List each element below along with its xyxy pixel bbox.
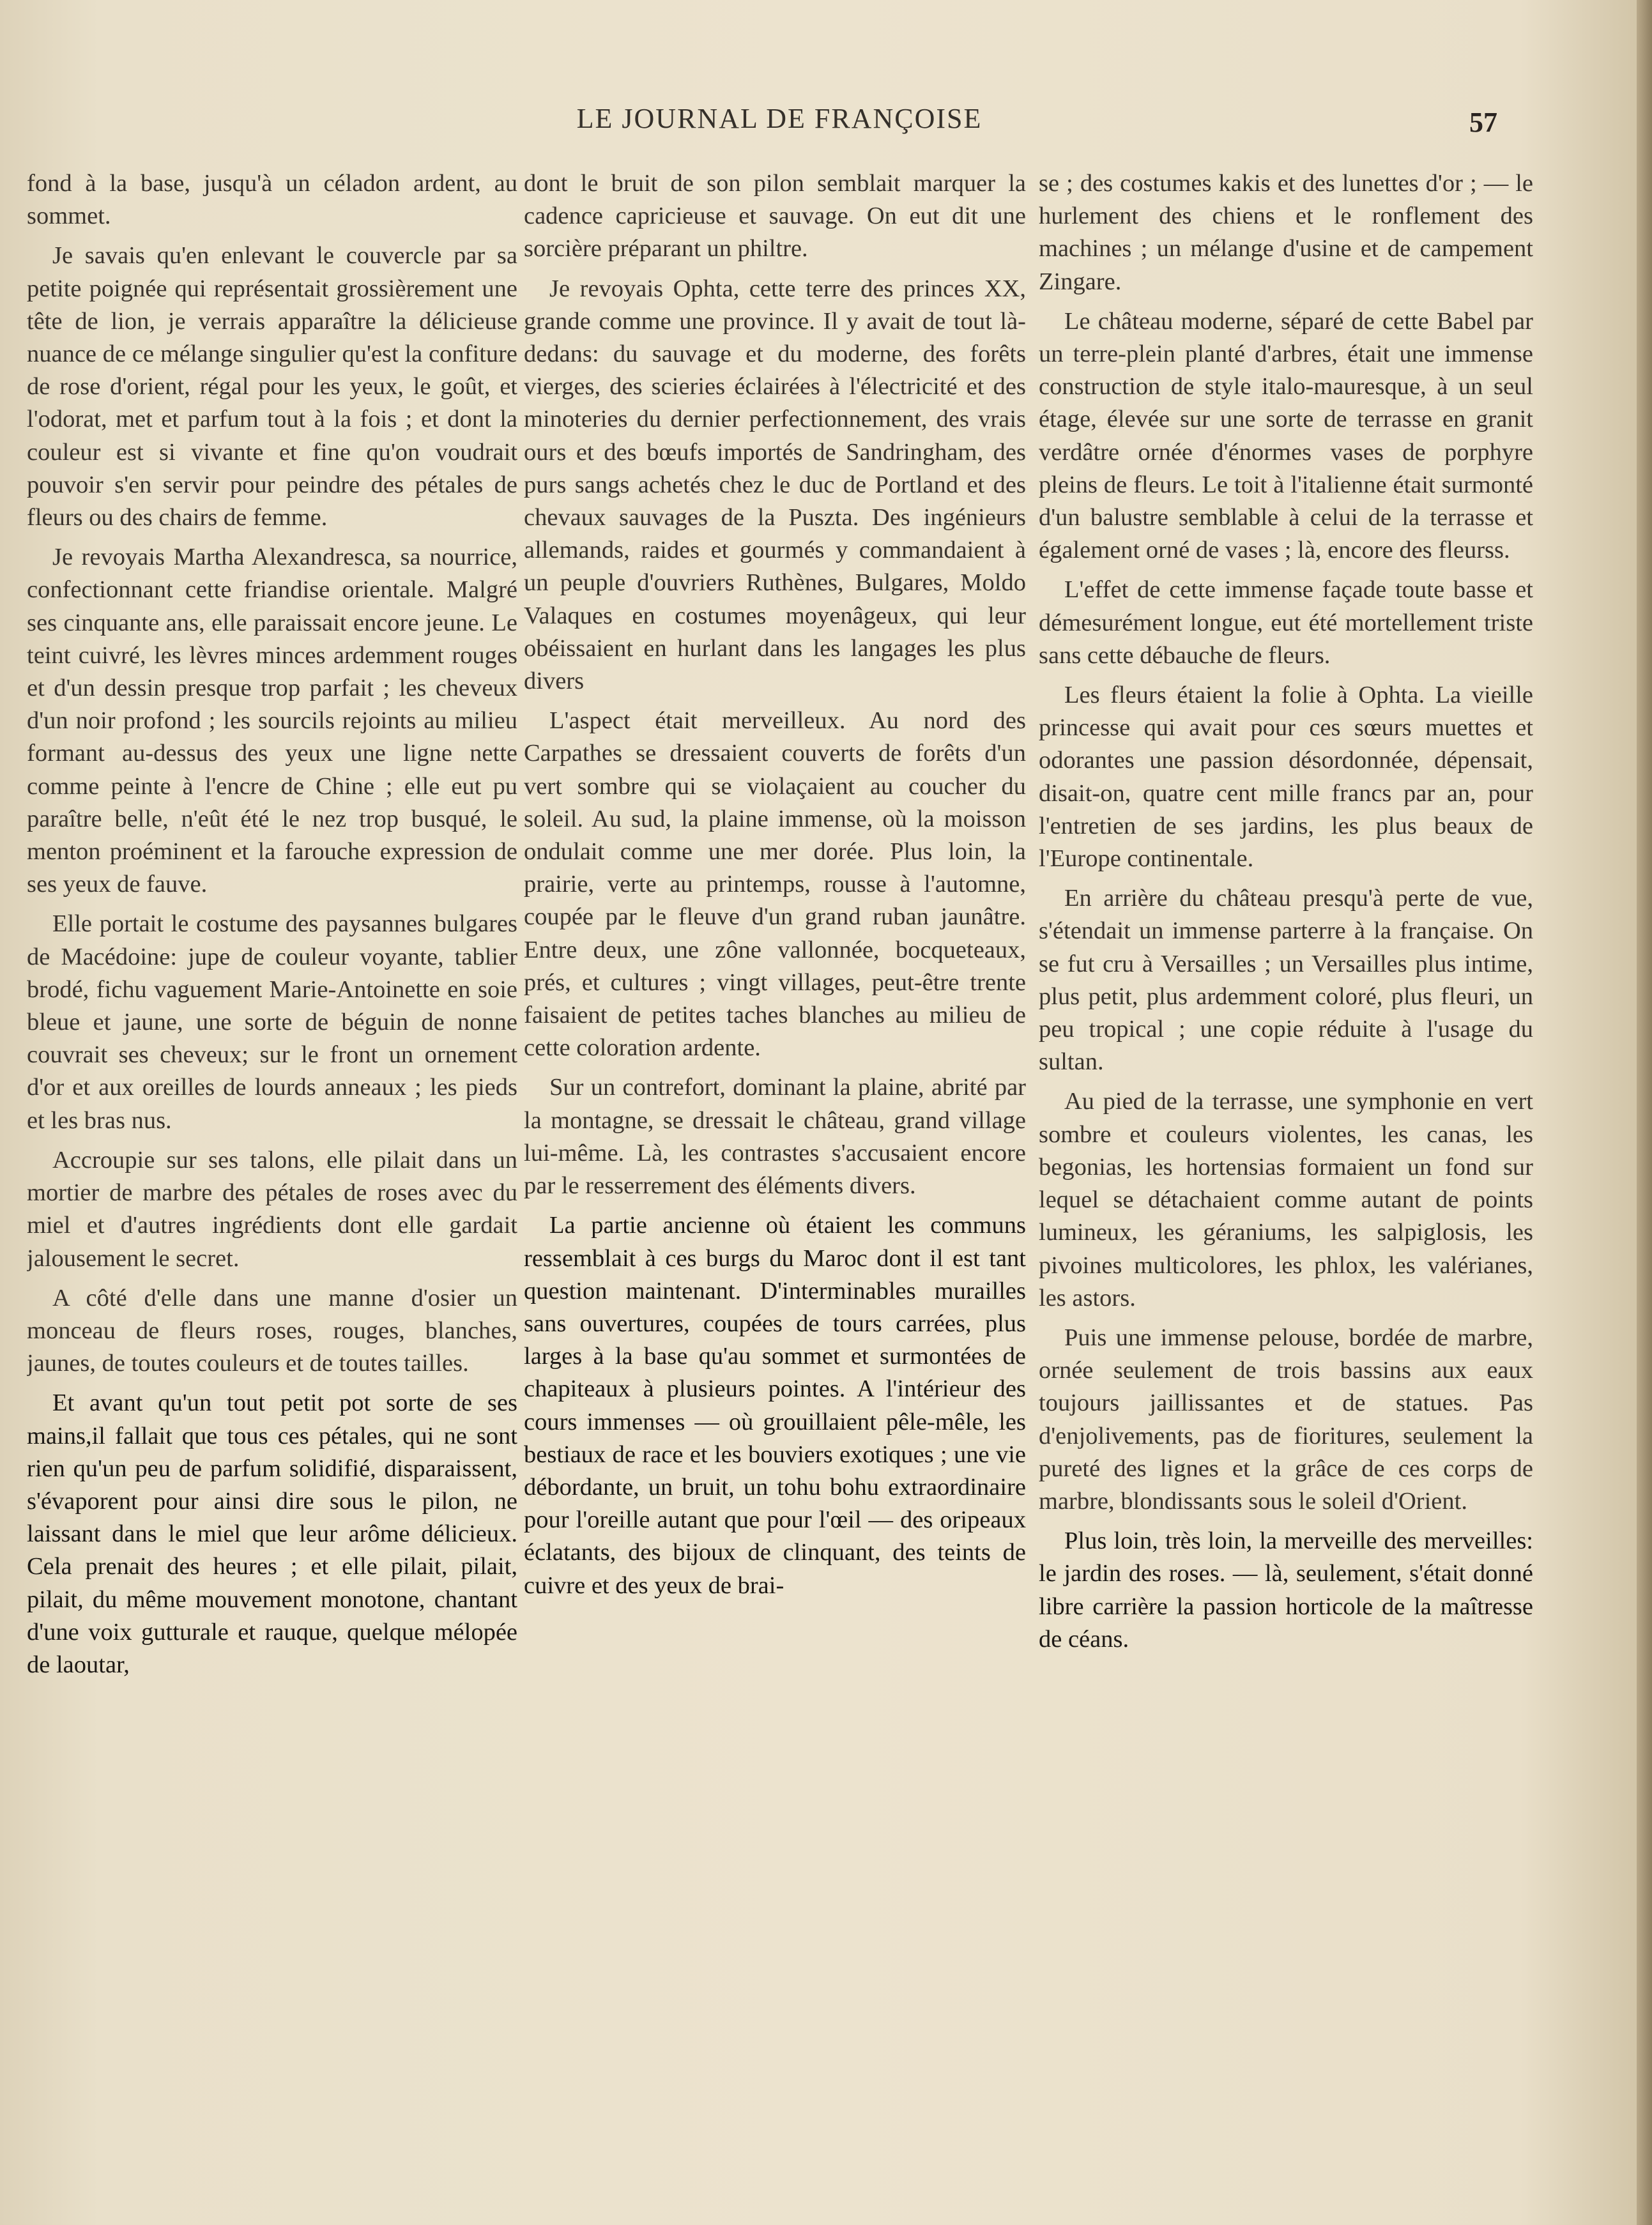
- journal-title: LE JOURNAL DE FRANÇOISE: [576, 103, 983, 134]
- paragraph: Elle portait le costume des paysannes bulgares de Macédoine: jupe de couleur voyante, tablier brodé, fichu vaguement Marie-Antoinette en soie bleue et jaune, une sorte de béguin de nonne couvrait ses cheveux; sur le front un ornement d'or et aux oreilles de lourds anneaux ; les pieds et les bras nus.: [27, 910, 517, 1134]
- paragraph: A côté d'elle dans une manne d'osier un monceau de fleurs roses, rouges, blanches, jaunes, de toutes couleurs et de toutes tailles.: [27, 1284, 517, 1377]
- paragraph: Je revoyais Ophta, cette terre des princes XX, grande comme une province. Il y avait de tout là-dedans: du sauvage et du moderne, des forêts vierges, des scieries éclairées à l'électricité et des minoteries du dernier perfectionnement, des vrais ours et des bœufs importés de Sandringham, des purs sangs achetés chez le duc de Portland et des chevaux sauvages de la Puszta. Des ingénieurs allemands, raides et gourmés y commandaient à un peuple d'ouvriers Ruthènes, Bulgares, Moldo Valaques en costumes moyenâgeux, qui leur obéissaient en hurlant dans les langages les plus divers: [524, 275, 1026, 695]
- paragraph: La partie ancienne où étaient les communs ressemblait à ces burgs du Maroc dont il est tant question maintenant. D'interminables murailles sans ouvertures, coupées de tours carrées, plus larges à la base qu'au sommet et surmontées de chapiteaux à plusieurs pointes. A l'intérieur des cours immenses — où grouillaient pêle-mêle, les bestiaux de race et les bouviers exotiques ; une vie débordante, un bruit, un tohu bohu extraordinaire pour l'oreille autant que pour l'œil — des oripeaux éclatants, des bijoux de clinquant, des teints de cuivre et des yeux de brai-: [524, 1212, 1026, 1599]
- paragraph: fond à la base, jusqu'à un céladon ardent, au sommet.: [27, 170, 517, 230]
- paragraph: En arrière du château presqu'à perte de vue, s'étendait un immense parterre à la française. On se fut cru à Versailles ; un Versailles plus intime, plus petit, plus ardemment coloré, plus fleuri, un peu tropical ; une copie réduite à l'usage du sultan.: [1039, 885, 1533, 1076]
- page-edge: [1637, 0, 1652, 2225]
- paragraph: Accroupie sur ses talons, elle pilait dans un mortier de marbre des pétales de roses avec du miel et d'autres ingrédients dont elle gardait jalousement le secret.: [27, 1146, 517, 1272]
- text-column-2: [524, 167, 1026, 2058]
- paragraph: Les fleurs étaient la folie à Ophta. La vieille princesse qui avait pour ces sœurs muettes et odorantes une passion désordonnée, dépensait, disait-on, quatre cent mille francs par an, pour l'entretien de ses jardins, les plus beaux de l'Europe continentale.: [1039, 682, 1533, 873]
- page-header: [0, 102, 1652, 147]
- paragraph: Plus loin, très loin, la merveille des merveilles: le jardin des roses. — là, seulement, s'était donné libre carrière la passion horticole de la maîtresse de céans.: [1039, 1527, 1533, 1653]
- paragraph: Je savais qu'en enlevant le couvercle par sa petite poignée qui représentait grossièrement une tête de lion, je verrais apparaître la délicieuse nuance de ce mélange singulier qu'est la confiture de rose d'orient, régal pour les yeux, le goût, et l'odorat, met et parfum tout à la fois ; et dont la couleur est si vivante et fine qu'on voudrait pouvoir s'en servir pour peindre des pétales de fleurs ou des chairs de femme.: [27, 242, 517, 531]
- page-number: 57: [1469, 107, 1497, 138]
- paragraph: Sur un contrefort, dominant la plaine, abrité par la montagne, se dressait le château, grand village lui-même. Là, les contrastes s'accusaient encore par le resserrement des éléments divers.: [524, 1074, 1026, 1200]
- paragraph: L'aspect était merveilleux. Au nord des Carpathes se dressaient couverts de forêts d'un vert sombre qui se violaçaient au coucher du soleil. Au sud, la plaine immense, où la moisson ondulait comme une mer dorée. Plus loin, la prairie, verte au printemps, rousse à l'automne, coupée par le fleuve d'un grand ruban jaunâtre. Entre deux, une zône vallonnée, bocqueteaux, prés, et cultures ; vingt villages, peut-être trente faisaient de petites taches blanches au milieu de cette coloration ardente.: [524, 707, 1026, 1062]
- paragraph: se ; des costumes kakis et des lunettes d'or ; — le hurlement des chiens et le ronflement des machines ; un mélange d'usine et de campement Zingare.: [1039, 170, 1533, 295]
- text-column-1: [27, 167, 517, 2058]
- paragraph: L'effet de cette immense façade toute basse et démesurément longue, eut été mortellement triste sans cette débauche de fleurs.: [1039, 576, 1533, 669]
- text-column-3: [1039, 167, 1533, 2058]
- paragraph: Au pied de la terrasse, une symphonie en vert sombre et couleurs violentes, les canas, les begonias, les hortensias formaient un fond sur lequel se détachaient comme autant de points lumineux, les géraniums, les salpiglosis, les pivoines multicolores, les phlox, les valérianes, les astors.: [1039, 1088, 1533, 1311]
- paragraph: Puis une immense pelouse, bordée de marbre, ornée seulement de trois bassins aux eaux toujours jaillissantes et de statues. Pas d'enjolivements, pas de fioritures, seulement la pureté des lignes et la grâce de ces corps de marbre, blondissants sous le soleil d'Orient.: [1039, 1324, 1533, 1515]
- paragraph: Le château moderne, séparé de cette Babel par un terre-plein planté d'arbres, était une immense construction de style italo-mauresque, à un seul étage, élevée sur une sorte de terrasse en granit verdâtre ornée d'énormes vases de porphyre pleins de fleurs. Le toit à l'italienne était surmonté d'un balustre semblable à celui de la terrasse et également orné de vases ; là, encore des fleurss.: [1039, 307, 1533, 564]
- paragraph: Je revoyais Martha Alexandresca, sa nourrice, confectionnant cette friandise orientale. Malgré ses cinquante ans, elle paraissait encore jeune. Le teint cuivré, les lèvres minces ardemment rouges et d'un dessin presque trop parfait ; les cheveux d'un noir profond ; les sourcils rejoints au milieu formant au-dessus des yeux une ligne nette comme peinte à l'encre de Chine ; elle eut pu paraître belle, n'eût été le nez trop busqué, le menton proéminent et la farouche expression de ses yeux de fauve.: [27, 544, 517, 898]
- paragraph: Et avant qu'un tout petit pot sorte de ses mains,il fallait que tous ces pétales, qui ne sont rien qu'un peu de parfum solidifié, disparaissent, s'évaporent pour ainsi dire sous le pilon, ne laissant dans le miel que leur arôme délicieux. Cela prenait des heures ; et elle pilait, pilait, pilait, du même mouvement monotone, chantant d'une voix gutturale et rauque, quelque mélopée de laoutar,: [27, 1389, 517, 1678]
- paragraph: dont le bruit de son pilon semblait marquer la cadence capricieuse et sauvage. On eut dit une sorcière préparant un philtre.: [524, 170, 1026, 263]
